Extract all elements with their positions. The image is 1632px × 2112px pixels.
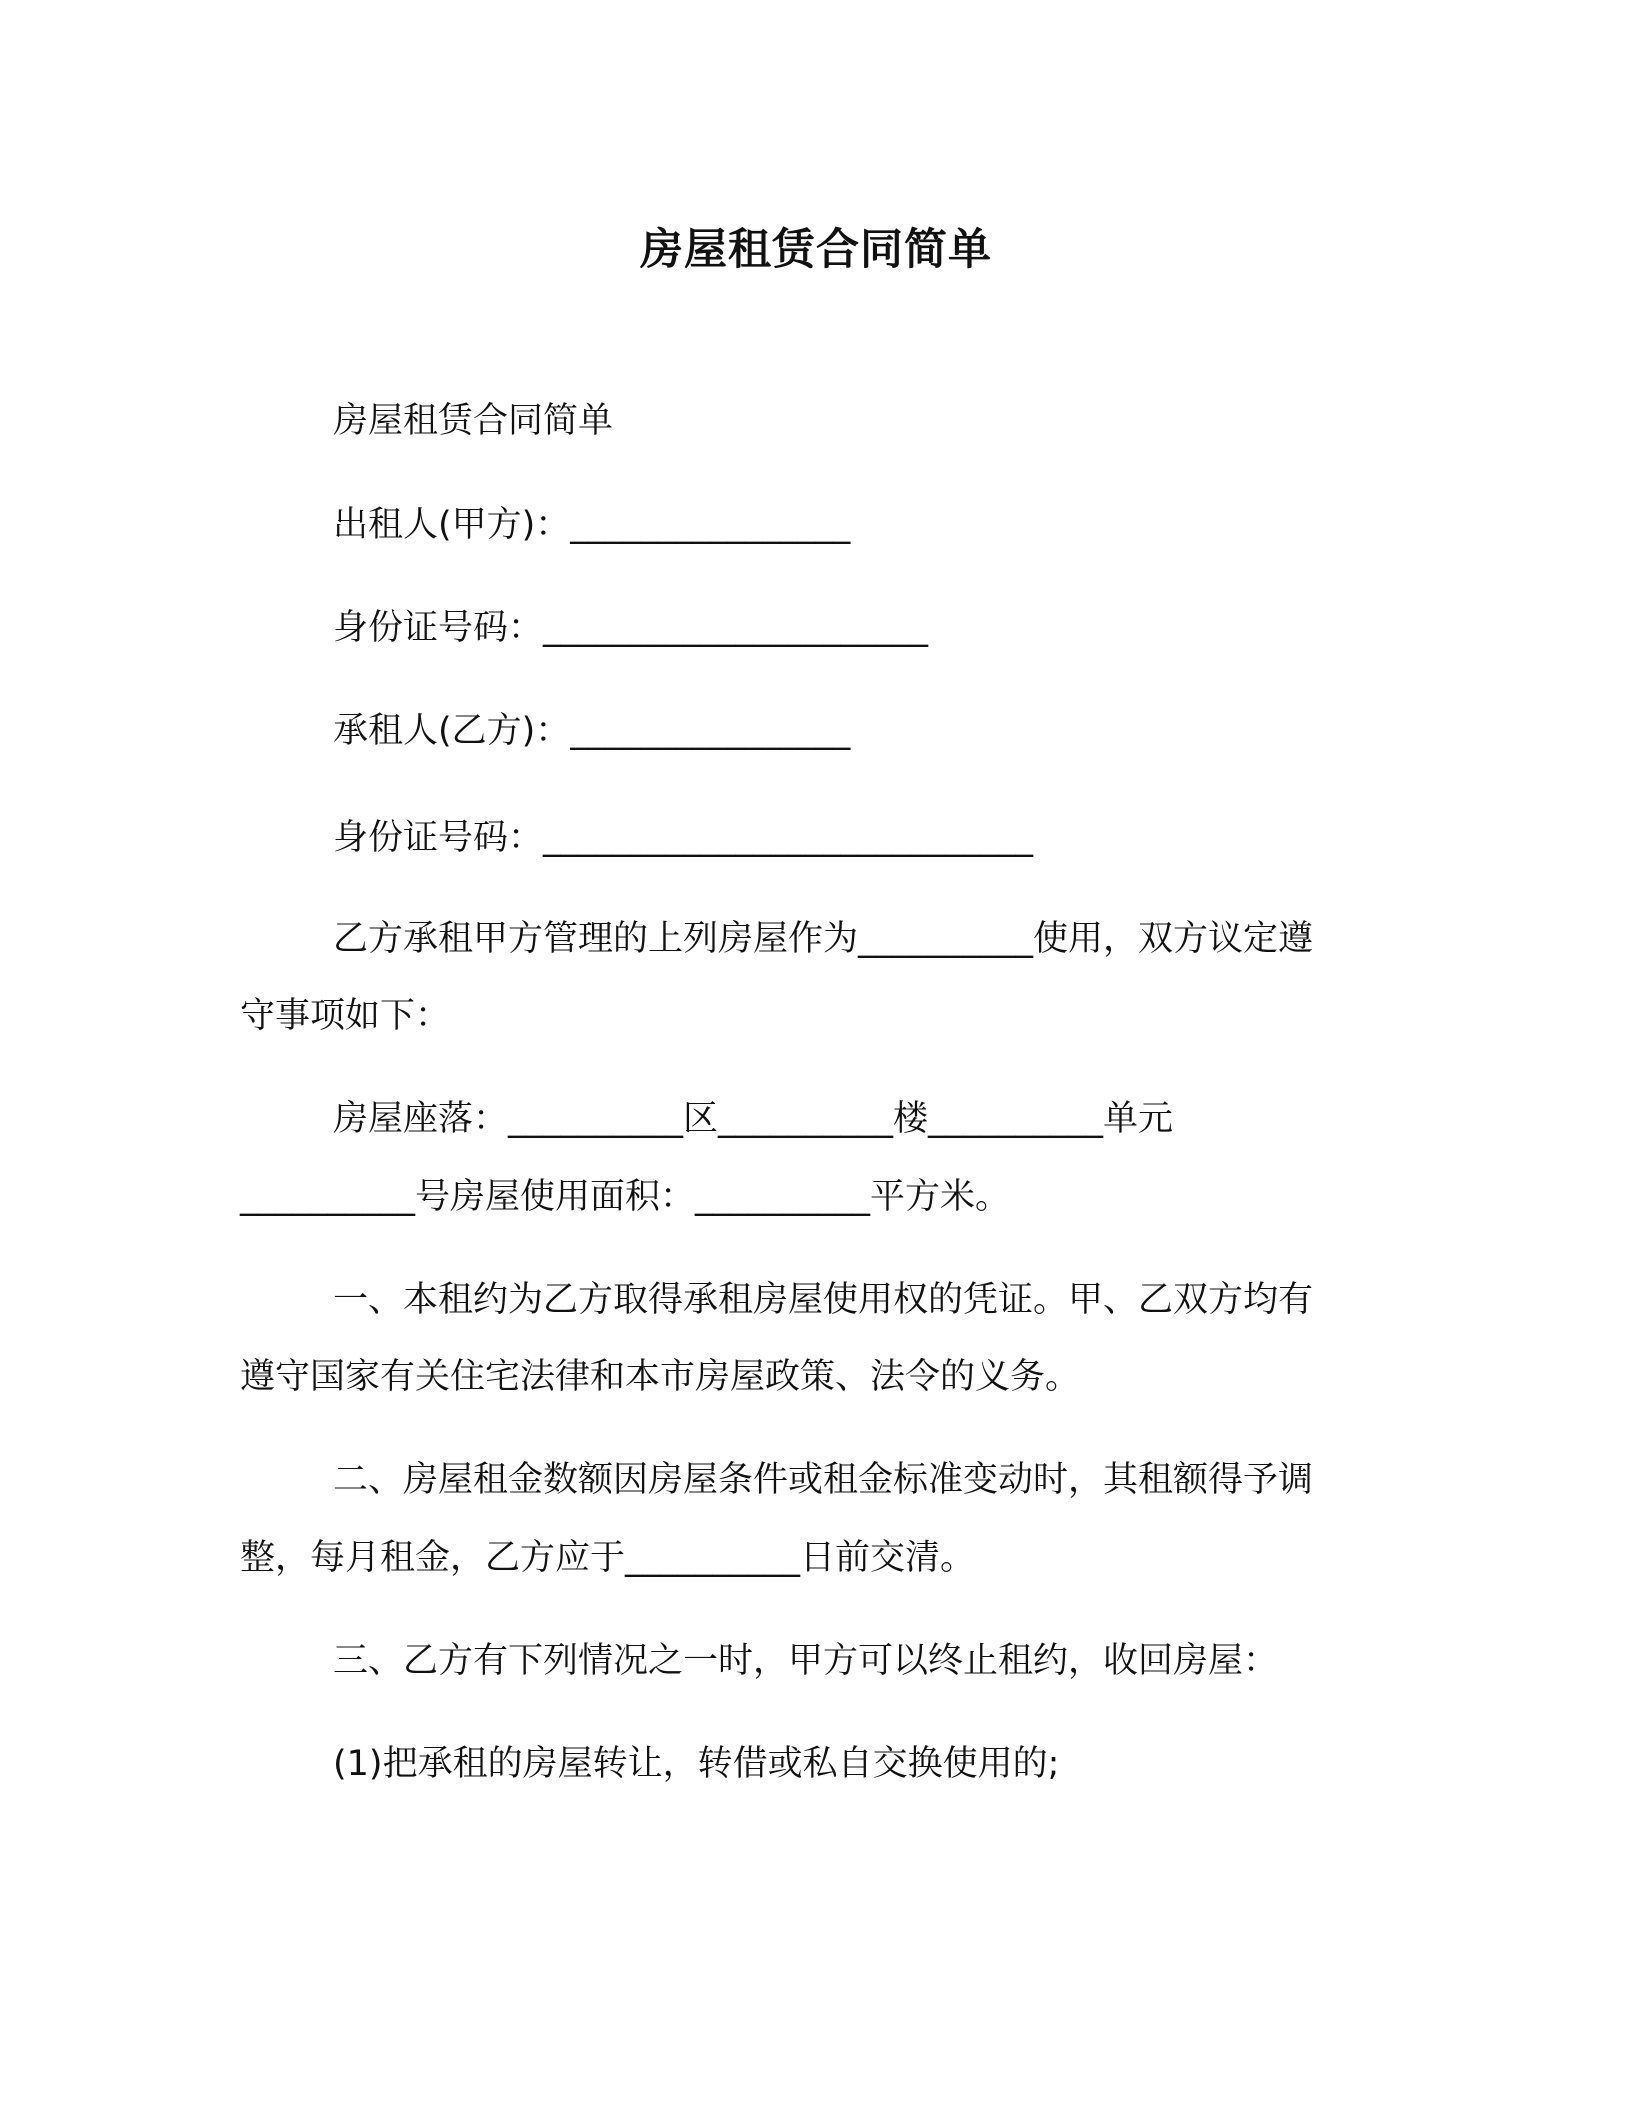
- doc-line-clause2-1: 二、房屋租金数额因房屋条件或租金标准变动时，其租额得予调: [333, 1460, 1314, 1500]
- doc-line-location-1: 房屋座落：__________区__________楼__________单元: [333, 1099, 1174, 1139]
- doc-line-clause3: 三、乙方有下列情况之一时，甲方可以终止租约，收回房屋：: [333, 1641, 1279, 1681]
- doc-line-location-2: __________号房屋使用面积：__________平方米。: [240, 1177, 1011, 1217]
- doc-line-subtitle: 房屋租赁合同简单: [333, 401, 614, 441]
- doc-line-clause1-2: 遵守国家有关住宅法律和本市房屋政策、法令的义务。: [240, 1357, 1081, 1397]
- doc-line-usage-2: 守事项如下：: [240, 996, 451, 1036]
- doc-line-lessee: 承租人(乙方)：________________: [333, 711, 851, 751]
- doc-line-lessor: 出租人(甲方)：________________: [333, 505, 851, 545]
- doc-line-clause2-2: 整，每月租金，乙方应于__________日前交清。: [240, 1538, 976, 1578]
- doc-line-clause1-1: 一、本租约为乙方取得承租房屋使用权的凭证。甲、乙双方均有: [333, 1280, 1314, 1320]
- doc-line-usage-1: 乙方承租甲方管理的上列房屋作为__________使用，双方议定遵: [333, 919, 1314, 959]
- document-title: 房屋租赁合同简单: [640, 225, 992, 275]
- doc-line-clause3-item1: (1)把承租的房屋转让，转借或私自交换使用的;: [333, 1744, 1060, 1784]
- doc-line-lessee-id: 身份证号码：____________________________: [333, 818, 1034, 858]
- doc-line-lessor-id: 身份证号码：______________________: [333, 608, 929, 648]
